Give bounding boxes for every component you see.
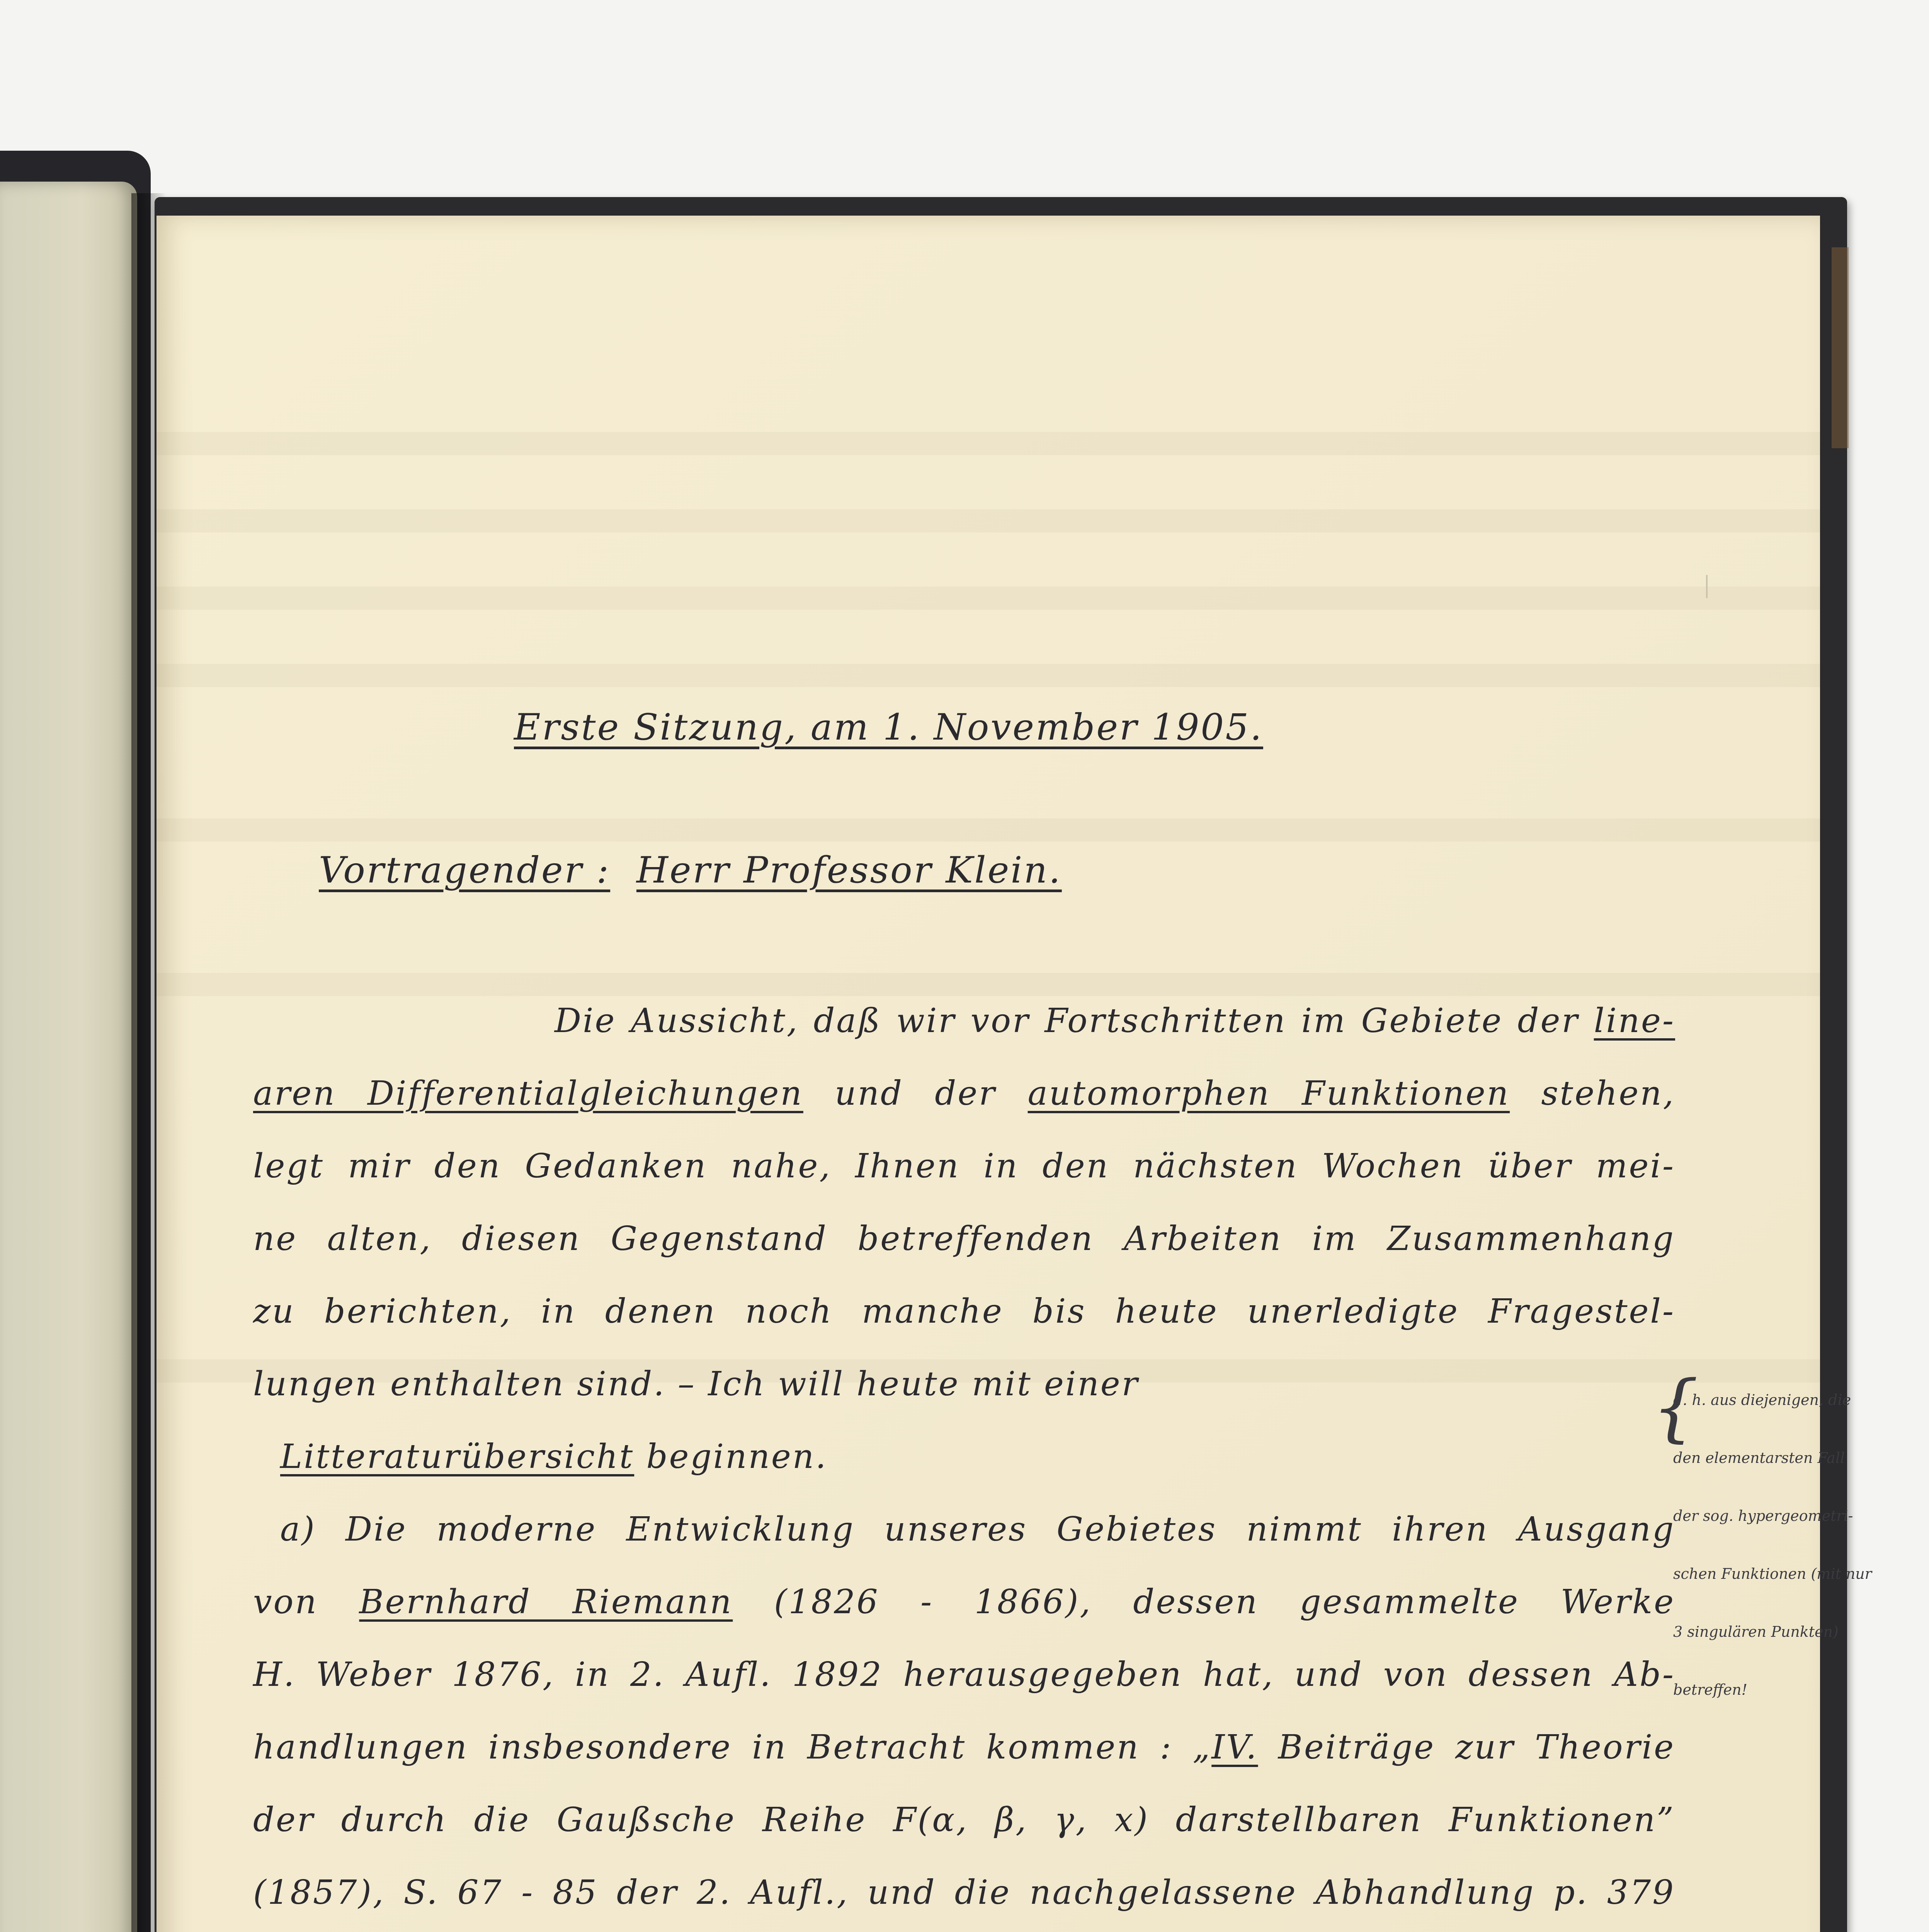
text-line — [253, 1420, 1675, 1493]
margin-note — [1652, 1365, 1872, 1719]
text-line — [253, 1711, 1675, 1784]
session-title — [514, 706, 1263, 748]
bleed-through-line — [156, 818, 1820, 842]
bleed-through-line — [156, 509, 1820, 532]
text-line: lungen enthalten sind. – Ich will heute mit einer — [253, 1365, 1139, 1403]
text-line: legt mir den Gedanken nahe, Ihnen in den nächsten Wochen über mei- — [253, 1147, 1675, 1185]
margin-note-line: betreffen! — [1673, 1681, 1747, 1698]
underlined-text: Bernhard Riemann — [359, 1583, 733, 1621]
manuscript-page — [156, 216, 1872, 1932]
underlined-text: automorphen Funktionen — [1027, 1074, 1510, 1113]
text-line: (1857), S. 67 - 85 der 2. Aufl., und die nachgelassene Abhandlung p. 379 — [253, 1873, 1675, 1912]
text-segment: (1826 - 1866), dessen gesammelte Werke — [733, 1583, 1675, 1621]
text-line: zu berichten, in denen noch manche bis heute unerledigte Fragestel- — [253, 1292, 1675, 1331]
text-line: H. Weber 1876, in 2. Aufl. 1892 herausgegeben hat, und von dessen Ab- — [253, 1655, 1675, 1694]
speaker-role: Vortragender : — [319, 849, 611, 891]
text-segment: und der — [803, 1074, 1028, 1113]
text-segment: stehen, — [1510, 1074, 1675, 1113]
text-line — [253, 1929, 1675, 1932]
text-line — [253, 985, 1675, 1057]
margin-note-line: d. h. aus diejenigen, die — [1673, 1391, 1851, 1408]
margin-note-line: 3 singulären Punkten) — [1673, 1623, 1839, 1640]
manuscript-body — [253, 985, 1675, 1932]
margin-brace: { — [1652, 1365, 1699, 1450]
text-line — [253, 1057, 1675, 1130]
underlined-text: line- — [1594, 1002, 1675, 1040]
text-segment: Die Aussicht, daß wir vor Fortschritten im Gebiete der — [555, 1002, 1594, 1040]
text-line: a) Die moderne Entwicklung unseres Gebietes nimmt ihren Ausgang — [280, 1510, 1675, 1549]
text-line — [253, 1566, 1675, 1638]
cover-edge-wear — [1832, 247, 1849, 448]
section-heading: Litteraturübersicht — [280, 1437, 634, 1476]
bleed-through-line — [156, 432, 1820, 455]
text-segment: Beiträge zur Theorie — [1258, 1728, 1676, 1767]
bleed-through-line — [156, 664, 1820, 687]
margin-note-line: den elementarsten Fall — [1673, 1449, 1845, 1466]
text-segment: von — [253, 1583, 359, 1621]
text-line: ne alten, diesen Gegenstand betreffenden Arbeiten im Zusammenhang — [253, 1219, 1675, 1258]
text-line: der durch die Gaußsche Reihe F(α, β, γ, x) darstellbaren Funktionen” — [253, 1801, 1675, 1839]
bleed-through-line — [156, 587, 1820, 610]
speaker-line — [319, 849, 1062, 891]
left-page-edge — [0, 182, 137, 1932]
session-title-main: Erste Sitzung — [514, 706, 785, 748]
pencil-mark — [1706, 575, 1708, 598]
margin-note-line: der sog. hypergeometri- — [1673, 1507, 1853, 1524]
underlined-text: aren Differentialgleichungen — [253, 1074, 803, 1113]
underlined-text: IV. — [1211, 1728, 1258, 1767]
margin-note-line: schen Funktionen (mit nur — [1673, 1565, 1872, 1582]
text-segment: handlungen insbesondere in Betracht kommen : „ — [253, 1728, 1212, 1767]
speaker-name: Herr Professor Klein. — [636, 849, 1062, 891]
text-segment: beginnen. — [634, 1437, 828, 1476]
session-title-date: , am 1. November 1905. — [784, 706, 1263, 748]
